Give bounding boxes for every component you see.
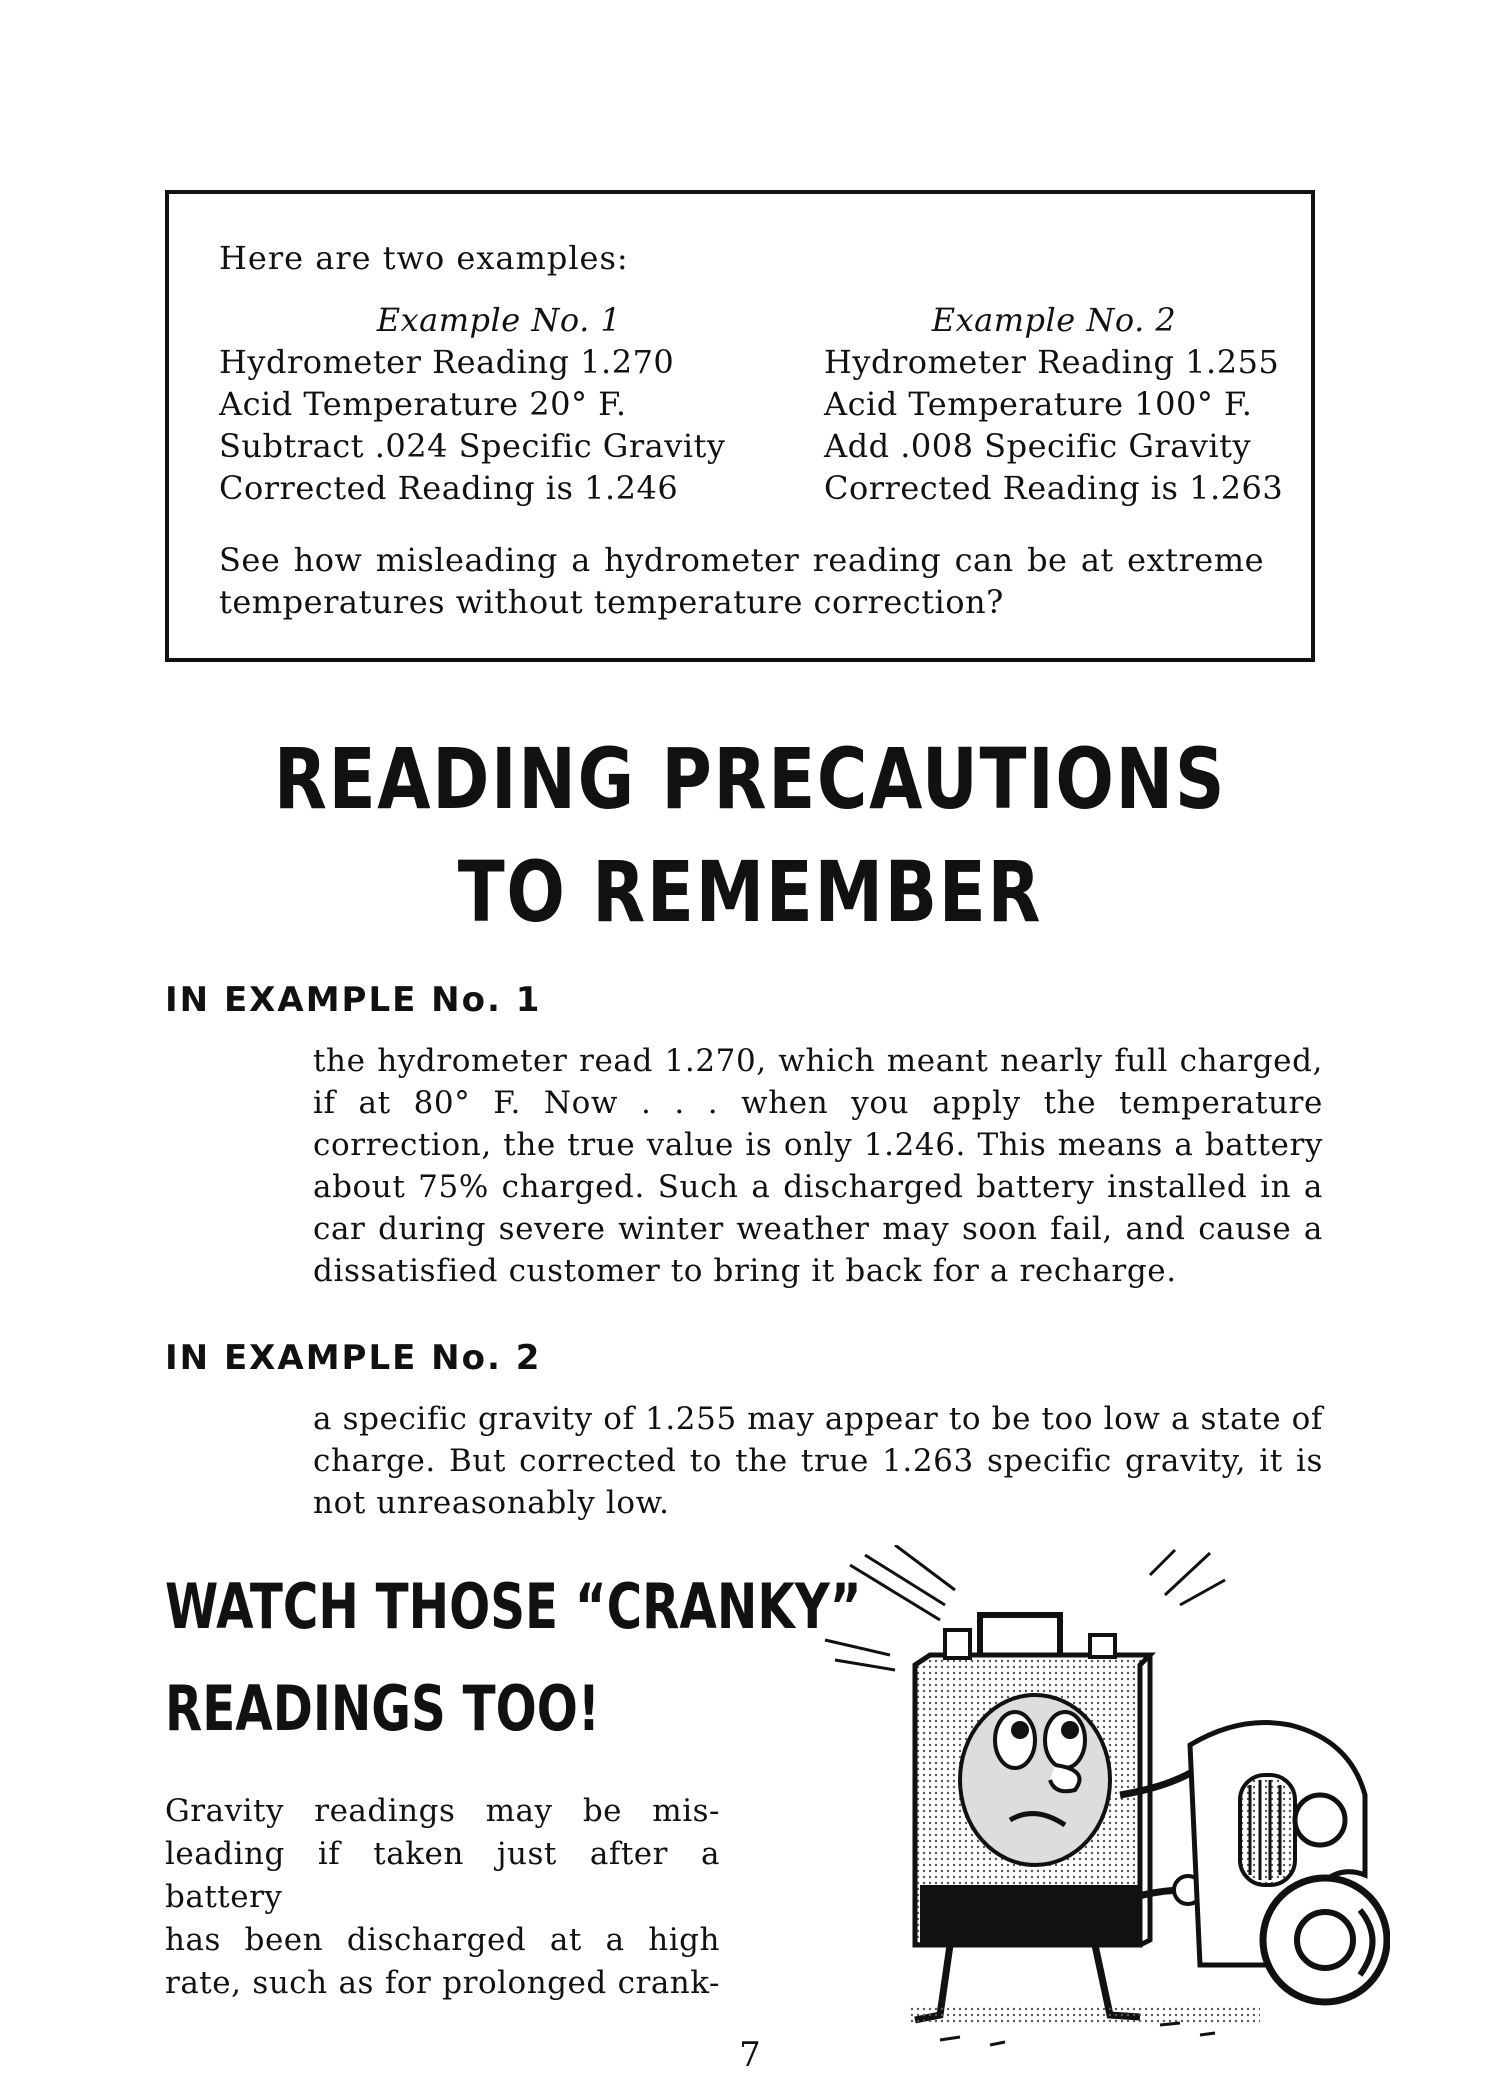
- cranky-body-line: has been discharged at a high: [165, 1922, 720, 1958]
- section-1-heading: IN EXAMPLE No. 1: [165, 980, 542, 1020]
- example-1-line: Subtract .024 Specific Gravity: [219, 427, 726, 465]
- example-1-line: Acid Temperature 20° F.: [219, 385, 627, 423]
- example-2-line: Acid Temperature 100° F.: [824, 385, 1253, 423]
- example-2-line: Add .008 Specific Gravity: [824, 427, 1252, 465]
- example-1: [219, 299, 779, 509]
- cranky-body: [165, 1790, 720, 2005]
- example-2-line: Hydrometer Reading 1.255: [824, 343, 1280, 381]
- cranky-body-line: Gravity readings may be mis-: [165, 1793, 720, 1829]
- headline-line-2: TO REMEMBER: [457, 843, 1043, 941]
- cranky-body-line: rate, such as for prolonged crank-: [165, 1965, 720, 2001]
- example-2-title: Example No. 2: [931, 301, 1177, 339]
- example-1-line: Corrected Reading is 1.246: [219, 469, 679, 507]
- page-number: 7: [739, 2035, 761, 2075]
- examples-intro: Here are two examples:: [219, 239, 629, 277]
- example-1-line: Hydrometer Reading 1.270: [219, 343, 675, 381]
- examples-box: [165, 190, 1315, 662]
- section-2-body: a specific gravity of 1.255 may appear to be too low a state of charge. But corrected to the true 1.263 specific gravity, it is not unreasonably low.: [313, 1401, 1323, 1521]
- cranky-heading-line-1: WATCH THOSE “CRANKY”: [165, 1570, 862, 1643]
- section-1-body: the hydrometer read 1.270, which meant nearly full charged, if at 80° F. Now . . . when you apply the temperature correction, the true value is only 1.246. This means a battery about 75% charged. Such a discharged battery installed in a car during severe winter weather may soon fail, and cause a dissatisfied customer to bring it back for a recharge.: [313, 1043, 1323, 1289]
- example-1-title: Example No. 1: [376, 301, 622, 339]
- cranky-body-line: leading if taken just after a battery: [165, 1836, 720, 1915]
- cranky-heading-line-2: READINGS TOO!: [165, 1672, 600, 1745]
- examples-note: See how misleading a hydrometer reading can be at extreme temperatures without temperature correction?: [219, 541, 1264, 621]
- headline-line-1: READING PRECAUTIONS: [273, 730, 1227, 828]
- section-2-heading: IN EXAMPLE No. 2: [165, 1338, 542, 1378]
- example-2: [824, 299, 1284, 509]
- cartoon-battery-pushing-car-icon: [820, 1545, 1390, 2060]
- example-2-line: Corrected Reading is 1.263: [824, 469, 1284, 507]
